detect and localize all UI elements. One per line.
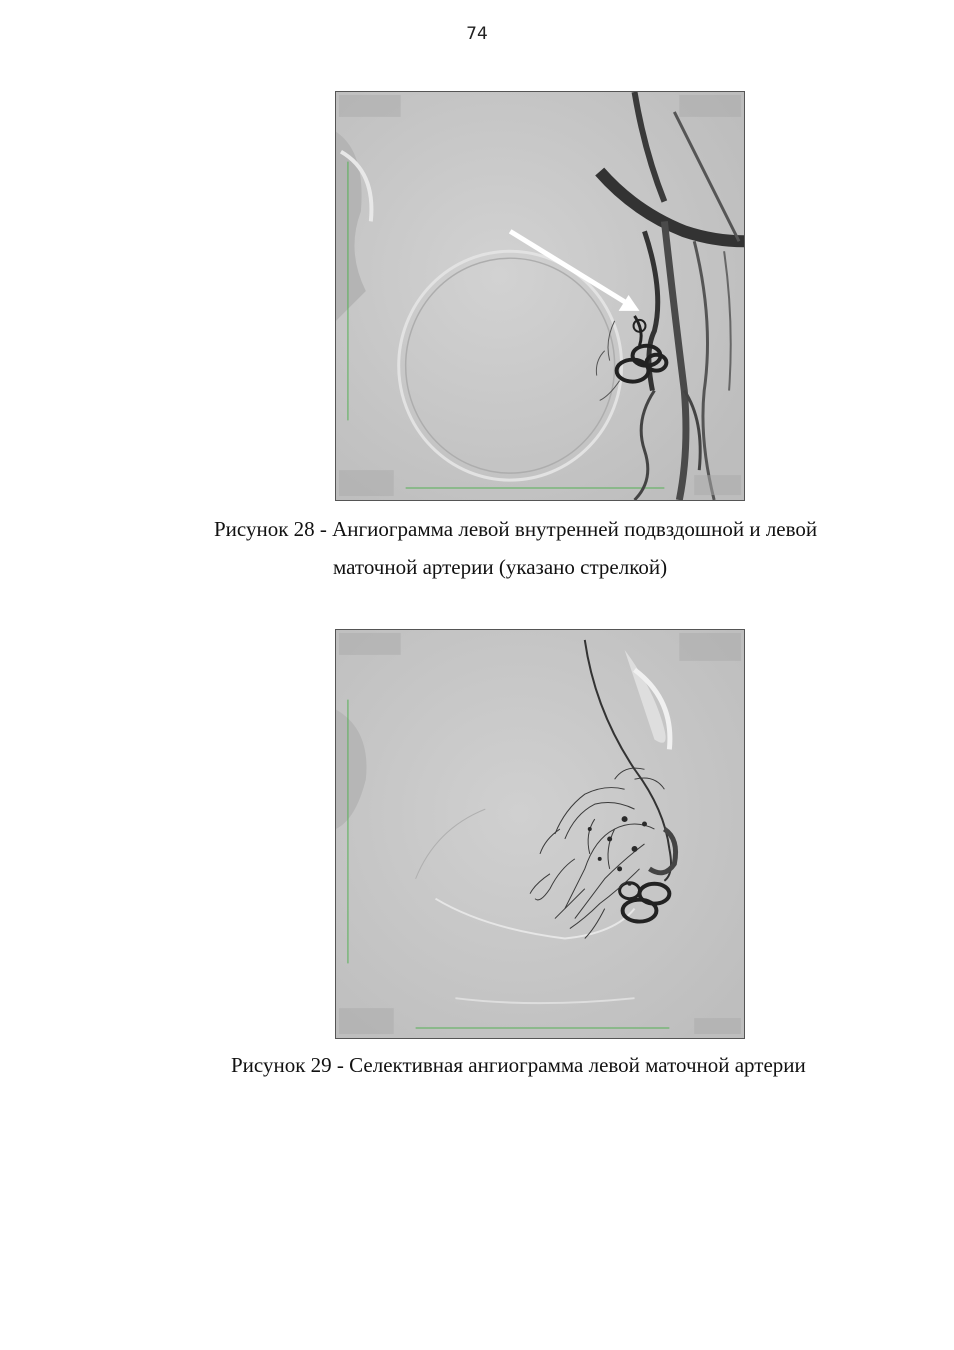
angiogram-image-28 [335,91,745,501]
angiogram-28-graphic [336,92,744,500]
figure-28-caption-line-2: маточной артерии (указано стрелкой) [333,555,668,579]
angiogram-29-graphic [336,630,744,1038]
figure-29-caption: Рисунок 29 - Селективная ангиограмма левой маточной артерии [231,1053,806,1077]
page-number: 74 [466,24,488,44]
angiogram-image-29 [335,629,745,1039]
figure-28-caption-line-1: Рисунок 28 - Ангиограмма левой внутренней подвздошной и левой [214,517,818,541]
